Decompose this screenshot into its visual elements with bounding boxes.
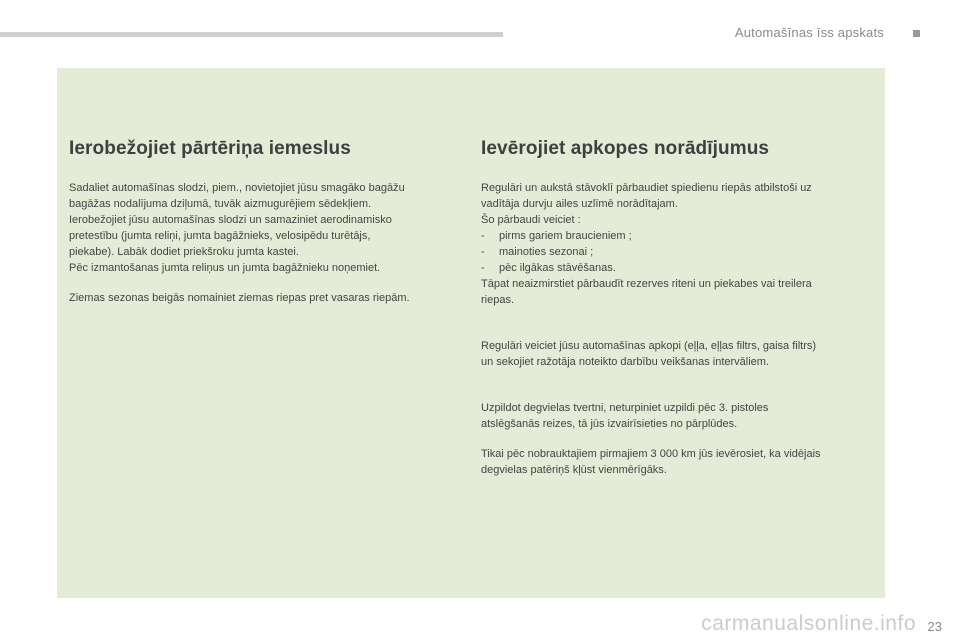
right-paragraph-4 (481, 446, 871, 478)
bullet-marker: - (481, 262, 485, 274)
right-paragraph-1 (481, 180, 871, 308)
section-title: Automašīnas īss apskats (734, 25, 884, 40)
right-paragraph-2 (481, 338, 871, 370)
list-item-text: mainoties sezonai ; (499, 246, 594, 258)
text-line: un sekojiet ražotāja noteikto darbību veikšanas intervāliem. (481, 356, 769, 368)
text-line: Tāpat neaizmirstiet pārbaudīt rezerves riteni un piekabes vai treilera (481, 278, 812, 290)
text-line: Šo pārbaudi veiciet : (481, 214, 581, 226)
tips-panel (57, 68, 885, 598)
right-column (481, 138, 871, 478)
text-line: Tikai pēc nobrauktajiem pirmajiem 3 000 km jūs ievērosiet, ka vidējais (481, 448, 821, 460)
bullet-marker: - (481, 230, 485, 242)
list-item (481, 228, 871, 244)
header-rule (0, 32, 503, 37)
text-line: Pēc izmantošanas jumta reliņus un jumta bagāžnieku noņemiet. (69, 262, 381, 274)
left-column (69, 138, 464, 306)
left-paragraph-2 (69, 290, 464, 306)
left-paragraph-1 (69, 180, 464, 276)
list-item (481, 260, 871, 276)
text-line: Regulāri un aukstā stāvoklī pārbaudiet spiedienu riepās atbilstoši uz (481, 182, 812, 194)
right-heading: Ievērojiet apkopes norādījumus (481, 138, 770, 159)
right-paragraph-3 (481, 400, 871, 432)
text-line: piekabe). Labāk dodiet priekšroku jumta kastei. (69, 246, 299, 258)
text-line: vadītāja durvju ailes uzlīmē norādītajam. (481, 198, 678, 210)
text-line: Regulāri veiciet jūsu automašīnas apkopi (eļļa, eļļas filtrs, gaisa filtrs) (481, 340, 817, 352)
text-line: Sadaliet automašīnas slodzi, piem., novietojiet jūsu smagāko bagāžu (69, 182, 405, 194)
text-line: riepas. (481, 294, 515, 306)
header-square-marker (913, 30, 920, 37)
left-heading: Ierobežojiet pārtēriņa iemeslus (69, 138, 351, 159)
list-item (481, 244, 871, 260)
text-line: degvielas patēriņš kļūst vienmērīgāks. (481, 464, 667, 476)
list-item-text: pēc ilgākas stāvēšanas. (499, 262, 616, 274)
text-line: bagāžas nodalījuma dziļumā, tuvāk aizmugurējiem sēdekļiem. (69, 198, 372, 210)
text-line: pretestību (jumta reliņi, jumta bagāžnieks, velosipēdu turētājs, (69, 230, 371, 242)
text-line: atslēgšanās reizes, tā jūs izvairīsieties no pārplūdes. (481, 418, 738, 430)
page-number: 23 (927, 619, 942, 634)
text-line: Uzpildot degvielas tvertni, neturpiniet uzpildi pēc 3. pistoles (481, 402, 769, 414)
watermark: carmanualsonline.info (701, 612, 916, 635)
text-line: Ierobežojiet jūsu automašīnas slodzi un samaziniet aerodinamisko (69, 214, 392, 226)
bullet-marker: - (481, 246, 485, 258)
list-item-text: pirms gariem braucieniem ; (499, 230, 632, 242)
text-line: Ziemas sezonas beigās nomainiet ziemas riepas pret vasaras riepām. (69, 292, 410, 304)
